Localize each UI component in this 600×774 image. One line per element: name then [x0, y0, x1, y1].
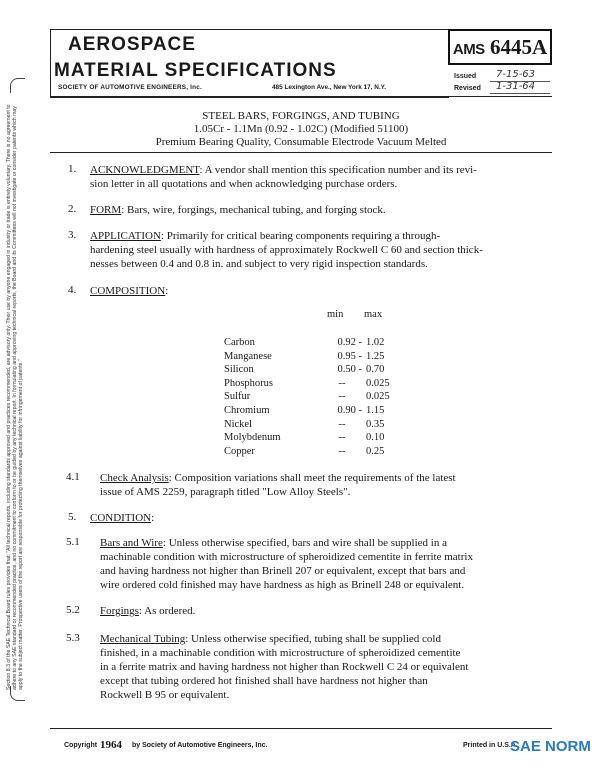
issued-underline	[490, 81, 550, 82]
composition-element: Manganese	[224, 351, 272, 362]
title-line1: STEEL BARS, FORGINGS, AND TUBING	[202, 110, 400, 122]
section-5-number: 5.	[68, 511, 77, 523]
society-name: SOCIETY OF AUTOMOTIVE ENGINEERS, Inc.	[58, 84, 202, 91]
side-disclaimer-text: Section 8.3 of the SAE Technical Board rules provides that: "All technical reports, including standards approved and practices recommended, are advisory only. Their use by anyone engaged in industry or trade is entirely voluntary. There is no agreement to adhere to any SAE standard or recommended practice, and no commitment to conform to or be guided by any technical report. In formulating and approving technical reports, the Board and its Committees will not investigate or consider patents which may apply to the subject matter. Prospective users of the report are responsible for protecting themselves against liability for infringement of patents."	[6, 104, 25, 690]
footer-printed: Printed in U.S.A.	[463, 742, 518, 749]
composition-max: 1.02	[366, 337, 385, 348]
footer-copyright: Copyright	[64, 742, 98, 749]
section-4-number: 4.	[68, 284, 77, 296]
spec-prefix: AMS	[452, 41, 485, 58]
section-1-number: 1.	[68, 163, 77, 175]
title-line3: Premium Bearing Quality, Consumable Electrode Vacuum Melted	[155, 136, 447, 148]
section-4-line	[90, 284, 560, 299]
section-5-3-line5: Rockwell B 95 or equivalent.	[100, 689, 230, 701]
section-3-heading: APPLICATION	[90, 230, 161, 242]
section-5-2-line	[100, 604, 552, 619]
section-5-2-number: 5.2	[66, 604, 80, 616]
section-5-3-heading: Mechanical Tubing	[100, 633, 186, 645]
section-1-heading: ACKNOWLEDGMENT	[90, 164, 200, 176]
section-4-heading: COMPOSITION	[90, 285, 166, 297]
section-4-1-number: 4.1	[66, 471, 80, 483]
section-5-1-line4: wire ordered cold finished may have hardness as high as Brinell 248 or equivalent.	[100, 579, 465, 591]
section-5-2-heading: Forgings	[100, 605, 139, 617]
section-2-heading: FORM	[90, 204, 122, 216]
composition-max-header: max	[364, 309, 383, 320]
org-title-line1: AEROSPACE	[68, 34, 196, 55]
section-3-line3: nesses between 0.4 and 0.8 in. and subject to very rigid inspection standards.	[90, 258, 428, 270]
revised-label: Revised	[454, 85, 481, 92]
revised-date: 1-31-64	[496, 81, 536, 92]
composition-element: Molybdenum	[224, 432, 281, 443]
composition-element: Chromium	[224, 405, 270, 416]
section-4-1-text-a: : Composition variations shall meet the requirements of the latest	[168, 472, 456, 484]
section-4-1-line2: issue of AMS 2259, paragraph titled "Low Alloy Steels".	[100, 486, 351, 498]
top-left-bracket-icon	[10, 78, 25, 93]
section-5-2-text: : As ordered.	[138, 605, 196, 617]
issued-date: 7-15-63	[496, 69, 536, 80]
section-5-1-heading: Bars and Wire	[100, 537, 163, 549]
composition-element: Sulfur	[224, 391, 251, 402]
header-rule	[50, 96, 552, 97]
composition-min-header: min	[327, 309, 344, 320]
section-5-3-line1	[100, 632, 552, 647]
section-5-1-text-a: : Unless otherwise specified, bars and wire shall be supplied in a	[162, 537, 447, 549]
section-5-3-line3: in a ferrite matrix and having hardness not higher than Rockwell C 24 or equivalent	[100, 661, 469, 673]
composition-min: --	[338, 391, 346, 402]
composition-max: 0.70	[366, 364, 385, 375]
issued-label: Issued	[454, 73, 477, 80]
composition-min: --	[338, 378, 346, 389]
section-2-line	[90, 203, 560, 218]
section-3-number: 3.	[68, 229, 77, 241]
composition-element: Copper	[224, 446, 255, 457]
section-3-text-a: : Primarily for critical bearing components requiring a through-	[160, 230, 441, 242]
spec-number: 6445A	[489, 35, 548, 59]
footer-owner: by Society of Automotive Engineers, Inc.	[132, 742, 268, 749]
section-5-colon: :	[151, 512, 155, 524]
section-5-3-line2: finished, in a machinable condition with microstructure of spheroidized cementite	[100, 647, 461, 659]
spec-number-box	[448, 29, 552, 65]
section-5-3-number: 5.3	[66, 632, 80, 644]
composition-min: --	[338, 432, 346, 443]
composition-min: --	[338, 419, 346, 430]
composition-max: 0.025	[366, 378, 390, 389]
society-address: 485 Lexington Ave., New York 17, N.Y.	[272, 84, 387, 91]
composition-min: 0.90 -	[337, 405, 362, 416]
section-1-line2: sion letter in all quotations and when acknowledging purchase orders.	[90, 178, 398, 190]
composition-min: 0.50 -	[337, 364, 362, 375]
watermark: SAE NORM	[510, 738, 591, 755]
section-5-heading: CONDITION	[90, 512, 152, 524]
title-line2: 1.05Cr - 1.1Mn (0.92 - 1.02C) (Modified 51100)	[193, 123, 409, 135]
composition-max: 1.25	[366, 351, 385, 362]
footer-year: 1964	[100, 739, 122, 751]
section-5-3-line4: except that tubing ordered hot finished shall have hardness not higher than	[100, 675, 428, 687]
section-5-line	[90, 511, 560, 526]
footer-rule	[50, 728, 552, 729]
composition-min: --	[338, 446, 346, 457]
composition-element: Silicon	[224, 364, 254, 375]
composition-min: 0.95 -	[337, 351, 362, 362]
composition-max: 0.025	[366, 391, 390, 402]
section-3-line1	[90, 229, 560, 244]
side-disclaimer	[6, 100, 34, 690]
composition-element: Nickel	[224, 419, 252, 430]
composition-max: 1.15	[366, 405, 385, 416]
section-5-1-line3: and having hardness not higher than Brinell 207 or equivalent, except that bars and	[100, 565, 466, 577]
composition-max: 0.35	[366, 419, 385, 430]
section-5-1-number: 5.1	[66, 536, 80, 548]
composition-max: 0.10	[366, 432, 385, 443]
composition-element: Carbon	[224, 337, 255, 348]
composition-max: 0.25	[366, 446, 385, 457]
composition-element: Phosphorus	[224, 378, 274, 389]
section-5-1-line2: machinable condition with microstructure of spheroidized cementite in ferrite matrix	[100, 551, 473, 563]
title-rule	[50, 152, 552, 153]
composition-min: 0.92 -	[337, 337, 362, 348]
section-5-1-line1	[100, 536, 552, 551]
section-4-1-line1	[100, 471, 552, 486]
org-title-line2: MATERIAL SPECIFICATIONS	[54, 60, 337, 81]
section-2-text: : Bars, wire, forgings, mechanical tubing, and forging stock.	[121, 204, 386, 216]
bottom-left-bracket-icon	[10, 686, 25, 701]
section-4-colon: :	[165, 285, 169, 297]
section-3-line2: hardening steel usually with hardness of approximately Rockwell C 60 and section thick-	[90, 244, 483, 256]
revised-underline	[490, 93, 550, 94]
section-4-1-heading: Check Analysis	[100, 472, 169, 484]
section-1-line1	[90, 163, 552, 178]
section-1-text-a: : A vendor shall mention this specification number and its revi-	[199, 164, 477, 176]
section-5-3-text-a: : Unless otherwise specified, tubing shall be supplied cold	[185, 633, 441, 645]
section-2-number: 2.	[68, 203, 77, 215]
